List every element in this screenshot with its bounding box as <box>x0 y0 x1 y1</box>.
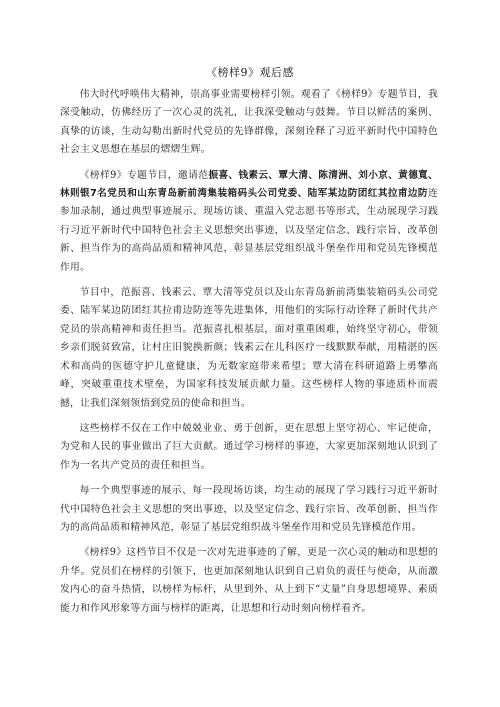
document-title: 《榜样9》观后感 <box>206 66 294 79</box>
paragraph-exemplars: 节目中，范振喜、钱素云、覃大清等党员以及山东青岛新前湾集装箱码头公司党委、陆军某边防团红其拉甫边防连等先进集体，用他们的实际行动诠释了新时代共产党员的崇高精神和责任担当。范振喜扎根基层，面对重重困难，始终坚守初心，带领乡亲们脱贫致富，让村庄旧貌换新颜；钱素云在儿科医疗一线默默奉献，用精湛的医术和高尚的医德守护儿童健康，为无数家庭带来希望；覃大清在科研道路上勇攀高峰，突破重重技术壁垒，为国家科技发展贡献力量。这些榜样人物的事迹质朴而震撼，让我们深刻领悟到党员的使命和担当。 <box>60 287 438 409</box>
paragraph-intro: 伟大时代呼唤伟大精神，崇高事业需要榜样引领。观看了《榜样9》专题节目，我深受触动，仿佛经历了一次心灵的洗礼，让我深受触动与鼓舞。节目以鲜活的案例、真挚的访谈，生动勾勒出新时代党员的先锋群像，深刻诠释了习近平新时代中国特色社会主义思想在基层的熠熠生辉。 <box>60 89 438 156</box>
paragraph-program-overview-bold-names: 振喜、钱素云、覃大清、陈清洲、刘小京、黄德寬、林则银7名党员和山东青岛新前湾集装箱码头公司党委、陆军某边防团红其拉甫边防 <box>60 169 439 200</box>
paragraph-responsibility: 这些榜样不仅在工作中兢兢业业、勇于创新，更在思想上坚守初心、牢记使命，为党和人民的事业做出了巨大贡献。通过学习榜样的事迹，大家更加深刻地认识到了作为一名共产党员的责任和担当。 <box>60 422 438 471</box>
paragraph-typical-deeds: 每一个典型事迹的展示、每一段现场访谈，均生动的展现了学习践行习近平新时代中国特色社会主义思想的突出事迹，以及坚定信念、践行宗旨、改革创新、担当作为的高尚品质和精神风范，彰显了基层党组织战斗堡垒作用和党员先锋模范作用。 <box>60 485 438 533</box>
paragraph-program-overview-rest: 连参加录制，通过典型事迹展示、现场访谈、重温入党志愿书等形式，生动展现学习践行习近平新时代中国特色社会主义思想突出事迹，以及坚定信念、践行宗旨、改革创新、担当作为的高尚品质和精神风范，彰显基层党组织战斗堡垒作用和党员先锋模范作用。 <box>60 188 438 273</box>
paragraph-program-overview <box>60 167 438 277</box>
paragraph-program-overview-lead: 《榜样9》专题节目，邀请范 <box>79 169 209 181</box>
document-body <box>60 86 438 625</box>
paragraph-conclusion: 《榜样9》这档节目不仅是一次对先进事迹的了解，更是一次心灵的触动和思想的升华。党员们在榜样的引领下，也更加深刻地认识到自己肩负的责任与使命，从而激发内心的奋斗热情，以榜样为标杆，从里到外、从上到下“丈量”自身思想境界、素质能力和作风形象等方面与榜样的距离，让思想和行动时刻向榜样看齐。 <box>60 547 438 614</box>
